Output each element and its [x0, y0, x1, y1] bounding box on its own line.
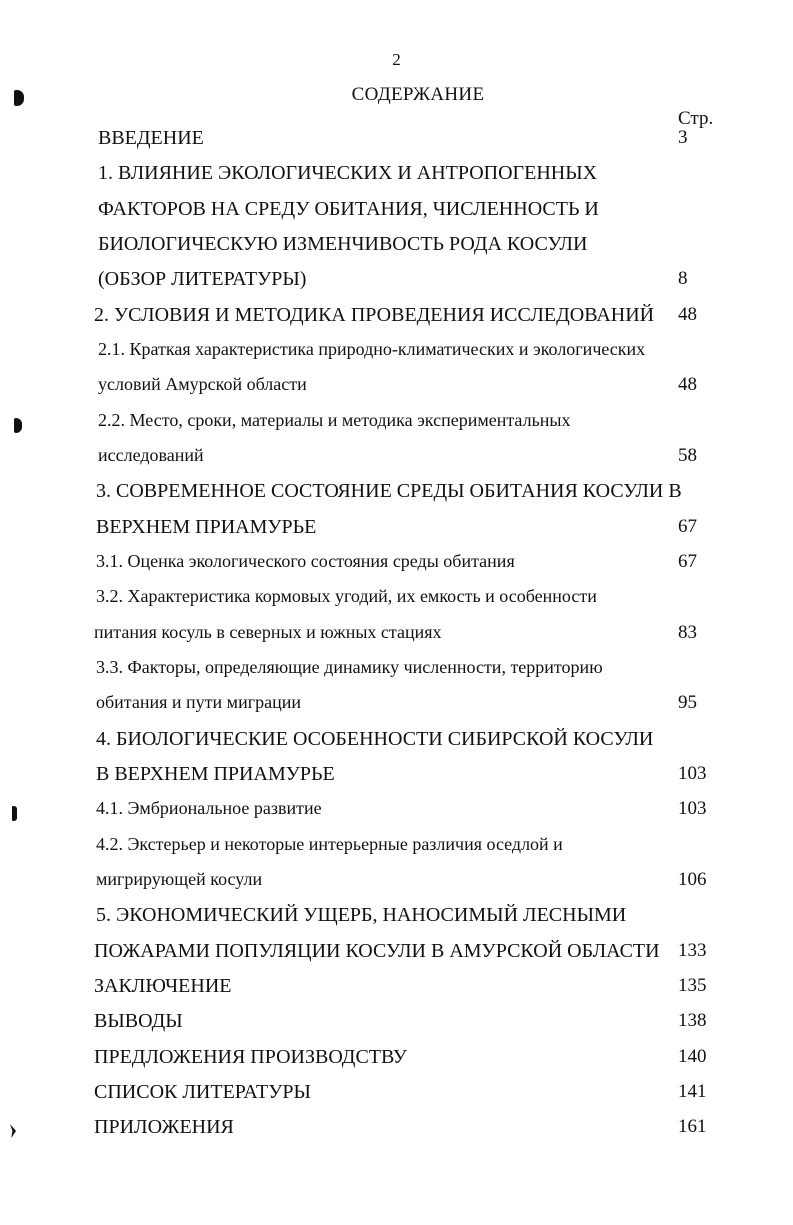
toc-entry-page: 103	[678, 762, 707, 784]
toc-entry-page: 95	[678, 692, 697, 714]
toc-entry-text: 3. СОВРЕМЕННОЕ СОСТОЯНИЕ СРЕДЫ ОБИТАНИЯ КОСУЛИ В	[96, 480, 682, 503]
toc-entry-text: В ВЕРХНЕМ ПРИАМУРЬЕ	[96, 762, 335, 785]
toc-entry-text: 4. БИОЛОГИЧЕСКИЕ ОСОБЕННОСТИ СИБИРСКОЙ КОСУЛИ	[96, 727, 654, 750]
toc-line	[0, 439, 793, 474]
toc-line	[0, 333, 793, 368]
toc-entry-text: 2.1. Краткая характеристика природно-климатических и экологических	[98, 338, 646, 359]
table-of-contents	[0, 121, 793, 1146]
toc-line	[0, 792, 793, 827]
toc-line	[0, 404, 793, 439]
toc-line	[0, 863, 793, 898]
toc-line	[0, 262, 793, 297]
toc-line	[0, 474, 793, 509]
toc-entry-text: ЗАКЛЮЧЕНИЕ	[94, 974, 232, 997]
toc-entry-page: 161	[678, 1116, 707, 1138]
toc-entry-page: 48	[678, 374, 697, 396]
toc-entry-page: 3	[678, 127, 688, 148]
toc-entry-page: 67	[678, 550, 697, 572]
toc-line	[0, 898, 793, 933]
toc-line	[0, 722, 793, 757]
toc-entry-page: 133	[678, 939, 707, 961]
toc-line	[0, 580, 793, 615]
toc-entry-text: 1. ВЛИЯНИЕ ЭКОЛОГИЧЕСКИХ И АНТРОПОГЕННЫХ	[98, 162, 598, 185]
toc-entry-text: ПРЕДЛОЖЕНИЯ ПРОИЗВОДСТВУ	[94, 1045, 407, 1068]
toc-entry-text: (ОБЗОР ЛИТЕРАТУРЫ)	[98, 268, 307, 291]
toc-line	[0, 298, 793, 333]
toc-entry-page: 140	[678, 1045, 707, 1067]
toc-entry-text: 3.3. Факторы, определяющие динамику численности, территорию	[96, 656, 603, 677]
toc-entry-page: 67	[678, 515, 697, 537]
toc-line	[0, 227, 793, 262]
toc-entry-text: БИОЛОГИЧЕСКУЮ ИЗМЕНЧИВОСТЬ РОДА КОСУЛИ	[98, 232, 588, 255]
toc-line	[0, 651, 793, 686]
toc-entry-text: 2.2. Место, сроки, материалы и методика экспериментальных	[98, 409, 571, 430]
toc-entry-text: питания косуль в северных и южных стациях	[94, 621, 442, 642]
toc-entry-page: 103	[678, 798, 707, 820]
toc-entry-page: 141	[678, 1080, 707, 1102]
toc-entry-text: обитания и пути миграции	[96, 692, 301, 713]
toc-entry-text: 5. ЭКОНОМИЧЕСКИЙ УЩЕРБ, НАНОСИМЫЙ ЛЕСНЫМИ	[96, 904, 627, 927]
toc-entry-page: 48	[678, 303, 697, 325]
toc-line	[0, 545, 793, 580]
toc-entry-text: 2. УСЛОВИЯ И МЕТОДИКА ПРОВЕДЕНИЯ ИССЛЕДОВАНИЙ	[94, 303, 655, 326]
toc-line	[0, 510, 793, 545]
toc-line	[0, 1110, 793, 1145]
page-number: 2	[392, 50, 401, 69]
toc-line	[0, 156, 793, 191]
toc-entry-text: 4.1. Эмбриональное развитие	[96, 798, 322, 819]
toc-entry-text: 3.1. Оценка экологического состояния среды обитания	[96, 550, 515, 571]
toc-entry-page: 135	[678, 974, 707, 996]
toc-line	[0, 192, 793, 227]
toc-entry-page: 106	[678, 868, 707, 890]
toc-line	[0, 828, 793, 863]
toc-entry-text: мигрирующей косули	[96, 868, 263, 889]
toc-line	[0, 686, 793, 721]
toc-line	[0, 121, 793, 156]
toc-line	[0, 368, 793, 403]
toc-entry-page: 58	[678, 444, 697, 466]
toc-entry-text: 4.2. Экстерьер и некоторые интерьерные различия оседлой и	[96, 833, 563, 854]
pages-column-header: Стр.	[678, 108, 714, 129]
toc-entry-text: ВВЕДЕНИЕ	[98, 127, 204, 149]
toc-entry-page: 83	[678, 621, 697, 643]
toc-entry-text: ПРИЛОЖЕНИЯ	[94, 1116, 234, 1139]
toc-line	[0, 616, 793, 651]
toc-entry-text: ВЫВОДЫ	[94, 1010, 183, 1033]
toc-entry-text: ПОЖАРАМИ ПОПУЛЯЦИИ КОСУЛИ В АМУРСКОЙ ОБЛАСТИ	[94, 939, 660, 962]
toc-line	[0, 934, 793, 969]
toc-line	[0, 969, 793, 1004]
toc-entry-text: ФАКТОРОВ НА СРЕДУ ОБИТАНИЯ, ЧИСЛЕННОСТЬ И	[98, 197, 599, 220]
toc-line	[0, 757, 793, 792]
toc-entry-text: исследований	[98, 444, 204, 465]
toc-line	[0, 1040, 793, 1075]
toc-entry-page: 8	[678, 268, 688, 290]
page-title: СОДЕРЖАНИЕ	[351, 84, 485, 105]
toc-entry-page: 138	[678, 1010, 707, 1032]
toc-entry-text: ВЕРХНЕМ ПРИАМУРЬЕ	[96, 515, 317, 538]
toc-entry-text: СПИСОК ЛИТЕРАТУРЫ	[94, 1080, 311, 1103]
toc-line	[0, 1075, 793, 1110]
toc-line	[0, 1004, 793, 1039]
toc-entry-text: условий Амурской области	[98, 374, 307, 395]
toc-entry-text: 3.2. Характеристика кормовых угодий, их емкость и особенности	[96, 586, 597, 607]
